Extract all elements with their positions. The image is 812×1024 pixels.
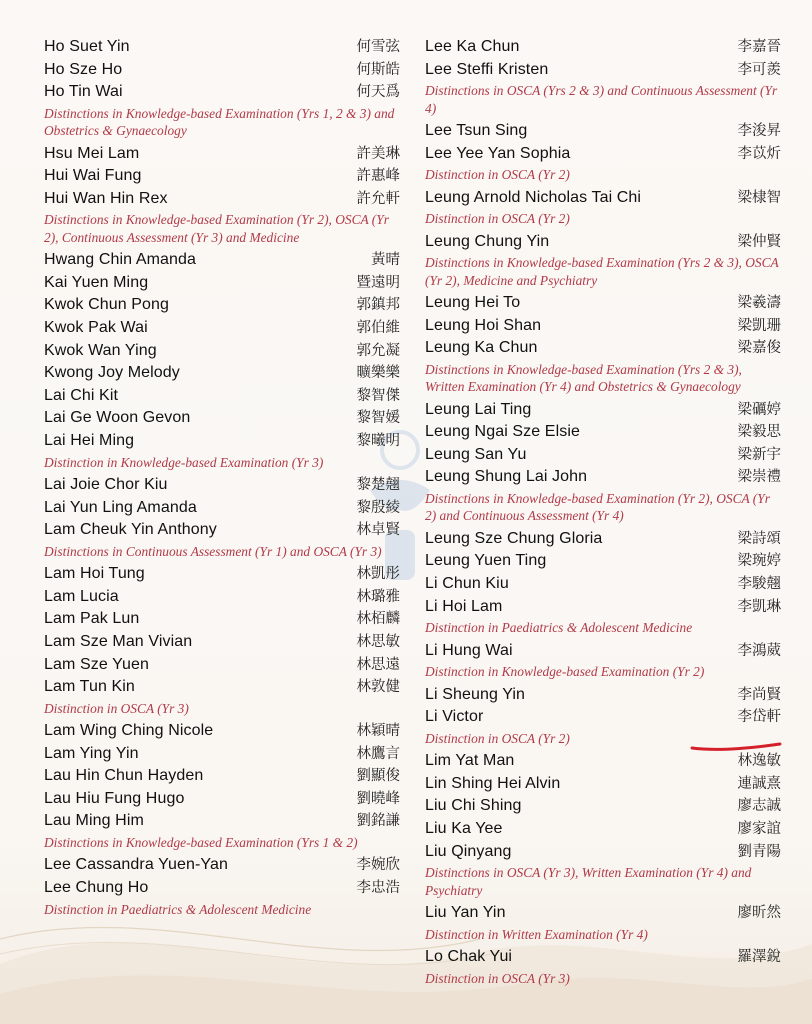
graduate-chinese-name: 劉曉峰 (356, 790, 400, 807)
graduate-entry (425, 315, 781, 338)
graduate-entry (44, 631, 400, 654)
distinction-note: Distinction in OSCA (Yr 2) (425, 730, 570, 746)
graduate-chinese-name: 李婉欣 (356, 857, 400, 874)
graduate-chinese-name: 林栢麟 (356, 611, 400, 628)
graduate-chinese-name: 梁礪婷 (737, 401, 781, 418)
graduate-entry (425, 421, 781, 444)
graduate-english-name: Leung Hoi Shan (425, 316, 542, 334)
graduate-english-name: Li Chun Kiu (425, 574, 509, 592)
graduate-chinese-name: 李駿翹 (737, 575, 781, 592)
graduate-english-name: Ho Tin Wai (44, 83, 123, 101)
graduate-entry (425, 902, 781, 925)
graduate-chinese-name: 李嘉晉 (737, 39, 781, 55)
graduate-chinese-name: 梁毅思 (737, 424, 781, 441)
graduate-chinese-name: 廖志誠 (737, 798, 781, 815)
graduate-entry (44, 586, 400, 609)
graduate-chinese-name: 梁新宇 (737, 446, 781, 463)
graduate-chinese-name: 何雪弦 (356, 39, 400, 55)
graduate-chinese-name: 黎殷綾 (356, 499, 400, 516)
graduate-entry (44, 340, 400, 363)
graduate-english-name: Lai Yun Ling Amanda (44, 498, 197, 516)
graduate-chinese-name: 林思遠 (356, 656, 400, 673)
graduate-entry (425, 841, 781, 864)
graduate-chinese-name: 梁嘉俊 (737, 340, 781, 357)
graduate-english-name: Li Sheung Yin (425, 685, 526, 703)
graduate-chinese-name: 梁仲賢 (737, 233, 781, 250)
graduate-english-name: Kwok Wan Ying (44, 341, 157, 359)
graduate-english-name: Lam Tun Kin (44, 678, 135, 696)
graduate-chinese-name: 梁棣智 (737, 189, 781, 206)
graduate-entry (425, 640, 781, 663)
graduate-chinese-name: 連誠熹 (737, 775, 781, 792)
graduate-entry (44, 249, 400, 272)
graduate-entry (44, 59, 400, 82)
graduate-chinese-name: 郭允凝 (356, 342, 400, 359)
graduate-chinese-name: 李忠浩 (356, 880, 400, 897)
graduate-chinese-name: 許惠峰 (356, 168, 400, 185)
graduate-english-name: Lee Steffi Kristen (425, 60, 549, 78)
distinction-note: Distinctions in Continuous Assessment (Yr 1) and OSCA (Yr 3) (44, 543, 382, 559)
graduate-entry (425, 187, 781, 210)
graduate-english-name: Hui Wai Fung (44, 167, 142, 185)
graduate-entry (425, 573, 781, 596)
graduate-chinese-name: 李尚賢 (737, 686, 781, 703)
graduate-english-name: Lam Wing Ching Nicole (44, 722, 214, 740)
graduate-entry (44, 720, 400, 743)
graduate-chinese-name: 梁凱珊 (737, 317, 781, 334)
graduate-entry (425, 231, 781, 254)
distinction-note: Distinction in OSCA (Yr 3) (44, 700, 189, 716)
graduate-chinese-name: 何天爲 (356, 84, 400, 101)
graduate-entry (44, 430, 400, 453)
graduate-english-name: Lau Hiu Fung Hugo (44, 789, 185, 807)
distinction-note: Distinctions in OSCA (Yr 3), Written Examination (Yr 4) and Psychiatry (425, 865, 752, 898)
graduate-english-name: Li Hung Wai (425, 641, 513, 659)
graduate-english-name: Lee Chung Ho (44, 879, 149, 897)
graduate-english-name: Leung Ka Chun (425, 339, 538, 357)
graduate-chinese-name: 郭鎮邦 (356, 297, 400, 314)
graduate-entry (44, 81, 400, 104)
graduate-english-name: Kwok Pak Wai (44, 318, 148, 336)
graduate-chinese-name: 李凱琳 (737, 598, 781, 615)
distinction-note: Distinctions in Knowledge-based Examination (Yr 2), OSCA (Yr 2) and Continuous Assessment (Yr 4) (425, 490, 770, 524)
graduate-entry (44, 143, 400, 166)
graduate-english-name: Hui Wan Hin Rex (44, 189, 168, 207)
graduate-entry (44, 854, 400, 877)
graduate-english-name: Leung San Yu (425, 445, 527, 463)
graduate-english-name: Liu Ka Yee (425, 819, 503, 837)
graduate-chinese-name: 林敦健 (356, 679, 400, 696)
graduate-entry (44, 810, 400, 833)
graduate-chinese-name: 李岱軒 (737, 709, 781, 726)
graduate-chinese-name: 梁崇禮 (737, 469, 781, 486)
graduate-english-name: Lai Chi Kit (44, 386, 119, 404)
distinction-note: Distinction in Written Examination (Yr 4) (425, 926, 648, 942)
graduate-chinese-name: 林璐雅 (356, 588, 400, 605)
graduate-entry (425, 750, 781, 773)
graduate-english-name: Lam Hoi Tung (44, 565, 145, 583)
graduate-entry (425, 795, 781, 818)
graduate-chinese-name: 林思敏 (356, 633, 400, 650)
graduate-chinese-name: 劉青陽 (737, 843, 781, 860)
distinction-note: Distinction in OSCA (Yr 3) (425, 970, 570, 986)
graduate-english-name: Kwong Joy Melody (44, 364, 180, 382)
graduate-chinese-name: 何斯皓 (356, 61, 400, 78)
graduate-english-name: Hwang Chin Amanda (44, 251, 197, 269)
graduate-chinese-name: 黎智傑 (356, 387, 400, 404)
graduate-english-name: Liu Chi Shing (425, 797, 522, 815)
graduate-english-name: Lai Hei Ming (44, 431, 135, 449)
graduate-entry (425, 773, 781, 796)
graduate-chinese-name: 李可羨 (737, 61, 781, 78)
graduate-english-name: Leung Lai Ting (425, 400, 532, 418)
graduate-entry (425, 596, 781, 619)
distinction-note: Distinction in Paediatrics & Adolescent Medicine (425, 620, 693, 636)
graduate-entry (425, 399, 781, 422)
graduate-english-name: Leung Chung Yin (425, 232, 550, 250)
graduate-english-name: Lai Ge Woon Gevon (44, 409, 191, 427)
graduate-entry (425, 59, 781, 82)
distinction-note: Distinction in Knowledge-based Examination (Yr 2) (425, 664, 705, 680)
graduate-english-name: Lam Lucia (44, 587, 119, 605)
graduate-entry (425, 337, 781, 360)
graduate-english-name: Lo Chak Yui (425, 947, 513, 965)
graduate-english-name: Kai Yuen Ming (44, 273, 149, 291)
graduate-english-name: Lai Joie Chor Kiu (44, 475, 168, 493)
red-pen-underline (690, 742, 782, 752)
graduate-entry (44, 272, 400, 295)
graduate-chinese-name: 李浚昇 (737, 123, 781, 139)
distinction-note: Distinctions in OSCA (Yrs 2 & 3) and Continuous Assessment (Yr 4) (425, 83, 778, 116)
graduate-english-name: Lin Shing Hei Alvin (425, 774, 561, 792)
graduate-english-name: Leung Shung Lai John (425, 468, 588, 486)
graduate-chinese-name: 黎曦明 (356, 432, 400, 449)
graduate-entry (425, 292, 781, 315)
graduate-entry (44, 788, 400, 811)
graduate-chinese-name: 許美琳 (356, 145, 400, 162)
right-name-column (425, 36, 781, 990)
graduate-english-name: Leung Hei To (425, 294, 521, 311)
graduate-english-name: Lee Cassandra Yuen-Yan (44, 856, 228, 874)
graduate-chinese-name: 曠樂樂 (356, 365, 400, 382)
graduate-english-name: Liu Qinyang (425, 842, 512, 860)
graduate-entry (44, 294, 400, 317)
graduate-entry (425, 550, 781, 573)
graduate-english-name: Ho Sze Ho (44, 60, 123, 78)
graduate-chinese-name: 梁琬婷 (737, 553, 781, 570)
graduate-chinese-name: 李鴻葳 (737, 642, 781, 659)
distinction-note: Distinction in OSCA (Yr 2) (425, 211, 570, 227)
distinction-note: Distinctions in Knowledge-based Examination (Yrs 1, 2 & 3) and Obstetrics & Gynaecology (44, 105, 395, 139)
graduate-english-name: Lim Yat Man (425, 752, 515, 770)
graduate-english-name: Li Hoi Lam (425, 597, 503, 615)
graduate-entry (44, 563, 400, 586)
graduate-entry (44, 654, 400, 677)
graduate-entry (44, 165, 400, 188)
graduate-chinese-name: 林卓賢 (356, 522, 400, 539)
graduate-entry (44, 385, 400, 408)
graduate-chinese-name: 林逸敏 (737, 753, 781, 770)
graduate-chinese-name: 林鷹言 (356, 745, 400, 762)
graduate-entry (44, 765, 400, 788)
graduate-entry (44, 474, 400, 497)
graduate-entry (44, 407, 400, 430)
graduate-chinese-name: 暨遠明 (356, 274, 400, 291)
graduate-english-name: Lam Sze Yuen (44, 655, 149, 673)
graduate-english-name: Lau Ming Him (44, 812, 144, 830)
graduate-english-name: Lam Sze Man Vivian (44, 632, 193, 650)
graduate-entry (44, 497, 400, 520)
graduate-entry (425, 528, 781, 551)
graduate-english-name: Lam Cheuk Yin Anthony (44, 521, 217, 539)
graduate-chinese-name: 林穎晴 (356, 723, 400, 740)
graduate-entry (425, 706, 781, 729)
distinction-note: Distinctions in Knowledge-based Examination (Yr 2), OSCA (Yr 2), Continuous Assessment (Yr 3) and Medicine (44, 212, 389, 245)
graduate-english-name: Lam Ying Yin (44, 744, 139, 762)
distinction-note: Distinction in OSCA (Yr 2) (425, 167, 570, 183)
graduate-entry (44, 608, 400, 631)
graduate-english-name: Leung Sze Chung Gloria (425, 529, 603, 547)
graduate-english-name: Liu Yan Yin (425, 903, 506, 921)
graduate-entry (44, 743, 400, 766)
distinction-note: Distinction in Paediatrics & Adolescent Medicine (44, 901, 312, 917)
graduate-entry (44, 188, 400, 211)
left-name-column (44, 36, 400, 921)
graduate-chinese-name: 劉銘謙 (356, 813, 400, 830)
graduate-entry (44, 877, 400, 900)
graduate-english-name: Lam Pak Lun (44, 610, 140, 628)
graduate-entry (44, 676, 400, 699)
graduate-english-name: Lee Ka Chun (425, 38, 520, 55)
graduate-entry (44, 36, 400, 59)
graduate-chinese-name: 李苡炘 (737, 145, 781, 162)
graduate-english-name: Leung Yuen Ting (425, 552, 547, 570)
graduate-chinese-name: 廖昕然 (737, 904, 781, 921)
graduate-chinese-name: 劉顯俊 (356, 768, 400, 785)
graduate-english-name: Leung Ngai Sze Elsie (425, 423, 580, 441)
distinction-note: Distinctions in Knowledge-based Examination (Yrs 1 & 2) (44, 835, 358, 851)
graduate-chinese-name: 林凱彤 (356, 566, 400, 583)
graduate-english-name: Ho Suet Yin (44, 38, 130, 55)
graduate-entry (425, 143, 781, 166)
graduate-entry (425, 444, 781, 467)
graduate-chinese-name: 黎楚翹 (356, 476, 400, 493)
distinction-note: Distinctions in Knowledge-based Examination (Yrs 2 & 3), Written Examination (Yr 4) and Obstetrics & Gynaecology (425, 361, 742, 395)
graduate-entry (44, 519, 400, 542)
distinction-note: Distinctions in Knowledge-based Examination (Yrs 2 & 3), OSCA (Yr 2), Medicine and Psychiatry (425, 255, 779, 288)
graduate-english-name: Lau Hin Chun Hayden (44, 767, 204, 785)
graduate-entry (425, 946, 781, 969)
distinction-note: Distinction in Knowledge-based Examination (Yr 3) (44, 454, 324, 470)
graduate-entry (44, 317, 400, 340)
graduate-entry (425, 120, 781, 143)
graduate-english-name: Li Victor (425, 708, 484, 726)
graduate-entry (425, 818, 781, 841)
graduate-chinese-name: 梁詩頌 (737, 530, 781, 547)
graduate-chinese-name: 梁羲濤 (737, 295, 781, 311)
graduate-chinese-name: 黎智媛 (356, 410, 400, 427)
graduate-english-name: Hsu Mei Lam (44, 144, 140, 162)
graduate-entry (425, 684, 781, 707)
graduate-english-name: Lee Yee Yan Sophia (425, 144, 571, 162)
graduate-chinese-name: 羅澤銳 (737, 948, 781, 965)
graduate-english-name: Leung Arnold Nicholas Tai Chi (425, 188, 642, 206)
graduate-chinese-name: 郭伯維 (356, 319, 400, 336)
graduate-chinese-name: 許允軒 (356, 190, 400, 207)
graduate-entry (425, 36, 781, 59)
graduate-chinese-name: 廖家誼 (737, 820, 781, 837)
graduate-entry (44, 362, 400, 385)
graduate-english-name: Kwok Chun Pong (44, 296, 170, 314)
graduate-entry (425, 466, 781, 489)
graduate-chinese-name: 黃晴 (371, 252, 400, 269)
graduate-english-name: Lee Tsun Sing (425, 122, 528, 139)
